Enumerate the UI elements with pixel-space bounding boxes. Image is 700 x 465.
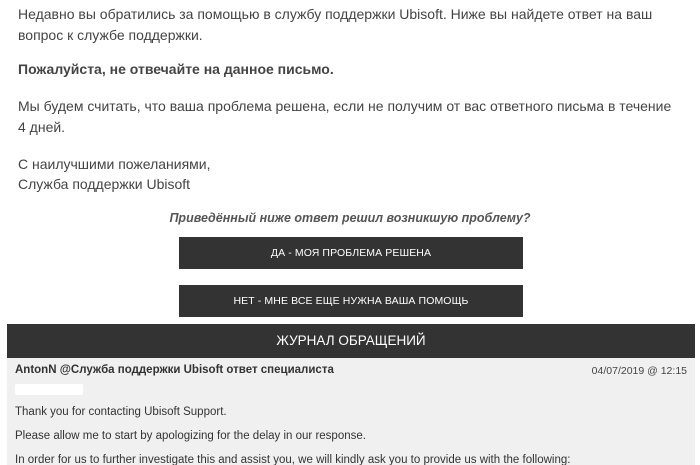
- resolution-note: Мы будем считать, что ваша проблема решена, если не получим от вас ответного письма в течение 4 дней.: [18, 98, 672, 135]
- entry-date: 04/07/2019 @ 12:15: [591, 365, 687, 377]
- no-reply-notice: Пожалуйста, не отвечайте на данное письмо.: [18, 61, 334, 77]
- signoff: С наилучшими пожеланиями,: [18, 156, 211, 172]
- entry-line: Thank you for contacting Ubisoft Support.: [15, 406, 227, 418]
- entry-author: AntonN @Служба поддержки Ubisoft ответ специалиста: [15, 364, 334, 376]
- journal-title: ЖУРНАЛ ОБРАЩЕНИЙ: [7, 324, 695, 358]
- entry-line: In order for us to further investigate this and assist you, we will kindly ask you to provide us with the following:: [15, 454, 571, 465]
- feedback-question: Приведённый ниже ответ решил возникшую проблему?: [169, 211, 531, 225]
- resolved-no-button[interactable]: НЕТ - МНЕ ВСЕ ЕЩЕ НУЖНА ВАША ПОМОЩЬ: [179, 285, 523, 317]
- resolved-yes-button[interactable]: ДА - МОЯ ПРОБЛЕМА РЕШЕНА: [179, 237, 523, 269]
- intro-text: Недавно вы обратились за помощью в службу поддержки Ubisoft. Ниже вы найдете ответ на ваш вопрос к службе поддержки.: [18, 6, 653, 43]
- signature: Служба поддержки Ubisoft: [18, 176, 191, 192]
- journal-entry: [7, 358, 695, 465]
- entry-line: Please allow me to start by apologizing for the delay in our response.: [15, 430, 366, 442]
- redacted-block: [15, 384, 83, 395]
